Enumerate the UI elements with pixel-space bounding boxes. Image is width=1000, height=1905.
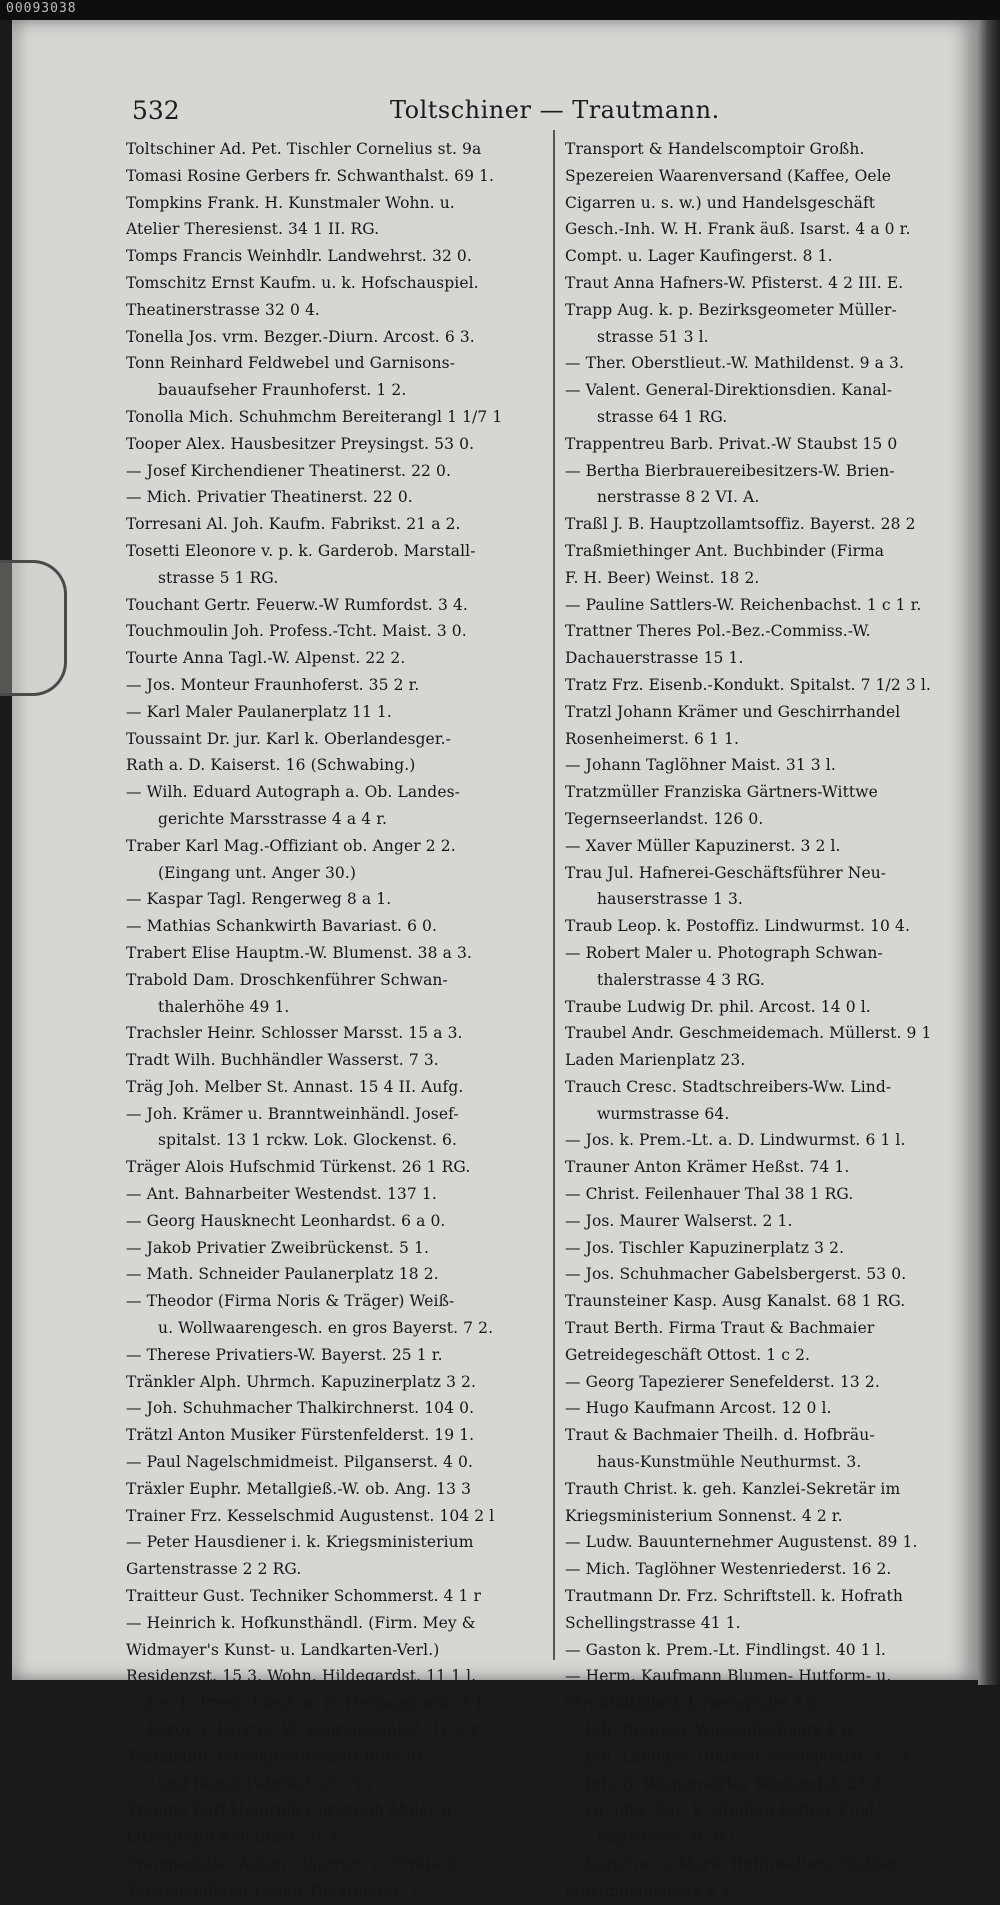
directory-line: Tabakhandlung Laden Theatinerst. 7.	[126, 1881, 425, 1900]
right-column	[565, 136, 995, 1905]
directory-line: Strohhutfabrik Löwengrube 7 2.	[565, 1694, 823, 1713]
directory-line: Toltschiner Ad. Pet. Tischler Cornelius st. 9a	[126, 140, 482, 158]
directory-line: — Pauline Sattlers-W. Reichenbachst. 1 c 1 r.	[565, 595, 922, 614]
directory-line: — Jos. Maurer Walserst. 2 1.	[565, 1211, 793, 1230]
directory-line: lingstrasse 40 0 l.	[597, 1828, 739, 1847]
directory-line: Tonolla Mich. Schuhmchm Bereiterangl 1 1/7 1	[126, 407, 503, 426]
directory-line: Tonella Jos. vrm. Bezger.-Diurn. Arcost. 6 3.	[126, 327, 475, 346]
directory-line: — Gaston k. Prem.-Lt. Findlingst. 40 1 l.	[565, 1640, 886, 1659]
directory-line: gerichte Marsstrasse 4 a 4 r.	[158, 809, 388, 828]
directory-line: — Ludw. Bauunternehmer Augustenst. 89 1.	[565, 1533, 918, 1552]
directory-line: Widmayer's Kunst- u. Landkarten-Verl.)	[126, 1640, 440, 1659]
directory-line: Kriegsministerium Sonnenst. 4 2 r.	[565, 1506, 843, 1525]
directory-line: nerstrasse 8 2 VI. A.	[597, 488, 760, 507]
directory-line: Transport & Handelscomptoir Großh.	[565, 140, 865, 158]
running-head	[120, 96, 930, 132]
directory-line: Trainer Frz. Kesselschmid Augustenst. 104 2 l	[126, 1506, 495, 1525]
directory-line: Trautmann Dr. Frz. Schriftstell. k. Hofrath	[565, 1587, 903, 1606]
directory-line: Trachsler Heinr. Schlosser Marsst. 15 a 3.	[126, 1024, 463, 1043]
directory-line: — Dr. phil. Karl k. Studien-Lehrer Find-	[565, 1801, 880, 1820]
directory-line: Tompkins Frank. H. Kunstmaler Wohn. u.	[126, 193, 455, 212]
scan-top-edge	[0, 0, 1000, 20]
directory-line: Trapp Aug. k. p. Bezirksgeometer Müller-	[565, 300, 897, 319]
directory-line: spitalst. 13 1 rckw. Lok. Glockenst. 6.	[158, 1131, 457, 1150]
directory-line: Residenzst. 15 3. Wohn. Hildegardst. 11 1 l.	[126, 1667, 477, 1686]
directory-line: bauaufseher Fraunhoferst. 1 2.	[158, 381, 407, 400]
directory-line: — Bertha Bierbrauereibesitzers-W. Brien-	[565, 461, 895, 480]
directory-line: Torresani Al. Joh. Kaufm. Fabrikst. 21 a 2.	[126, 515, 461, 534]
directory-line: Cigarren u. s. w.) und Handelsgeschäft	[565, 193, 876, 212]
directory-line: F. H. Beer) Weinst. 18 2.	[565, 568, 760, 587]
directory-line: — Mich. Taglöhner Westenriederst. 16 2.	[565, 1560, 892, 1579]
directory-line: — Math. Schneider Paulanerplatz 18 2.	[126, 1265, 439, 1284]
directory-line: (Eingang unt. Anger 30.)	[158, 863, 357, 882]
directory-line: — Joh. B. Wagenwärter Westendst. 23 3.	[565, 1774, 887, 1793]
directory-line: Tomps Francis Weinhdlr. Landwehrst. 32 0.	[126, 247, 472, 266]
directory-line: — Robert Maler u. Photograph Schwan-	[565, 943, 883, 962]
directory-line: Tooper Alex. Hausbesitzer Preysingst. 53 0.	[126, 434, 475, 453]
directory-line: — Karol. v. Forstm.-W. Schraudolphst. 10 2 r.	[126, 1721, 483, 1740]
directory-line: strasse 64 1 RG.	[597, 407, 728, 426]
directory-line: — Jos. Schuhmacher Gabelsbergerst. 53 0.	[565, 1265, 907, 1284]
directory-line: — Ant. Bahnarbeiter Westendst. 137 1.	[126, 1185, 437, 1204]
directory-line: Trappentreu Barb. Privat.-W Staubst 15 0	[565, 434, 898, 453]
directory-line: Träxler Euphr. Metallgieß.-W. ob. Ang. 13 3	[126, 1479, 472, 1498]
directory-line: Touchant Gertr. Feuerw.-W Rumfordst. 3 4.	[126, 595, 468, 614]
directory-line: — Jos. Tischler Kapuzinerplatz 3 2.	[565, 1238, 845, 1257]
directory-line: — Karoline u. Marie Hofjuweliers-Töchter	[565, 1855, 898, 1873]
directory-line: Trätzl Anton Musiker Fürstenfelderst. 19 1.	[126, 1426, 475, 1445]
directory-line: Trauner Anton Krämer Heßst. 74 1.	[565, 1158, 850, 1177]
directory-line: — Mich. Privatier Theatinerst. 22 0.	[126, 488, 413, 507]
directory-line: Trauch Cresc. Stadtschreibers-Ww. Lind-	[565, 1077, 892, 1096]
directory-line: Traunsteiner Kasp. Ausg Kanalst. 68 1 RG.	[565, 1292, 906, 1311]
directory-line: Maximiliansplatz 2 2.	[565, 1881, 736, 1900]
directory-line: Tomschitz Ernst Kaufm. u. k. Hofschauspiel.	[126, 273, 479, 292]
directory-line: — Mathias Schankwirth Bavariast. 6 0.	[126, 917, 438, 936]
directory-line: Tratzl Johann Krämer und Geschirrhandel	[565, 702, 901, 721]
directory-line: Atelier Theresienst. 34 1 II. RG.	[126, 220, 380, 239]
directory-line: — Theodor (Firma Noris & Träger) Weiß-	[126, 1292, 455, 1311]
directory-line: thalerstrasse 4 3 RG.	[597, 970, 765, 989]
directory-line: Traut Berth. Firma Traut & Bachmaier	[565, 1319, 875, 1338]
directory-line: hauserstrasse 1 3.	[597, 890, 743, 909]
directory-line: Lithograph Königinst. 51 1.	[126, 1828, 345, 1847]
directory-line: Theatinerstrasse 32 0 4.	[126, 300, 320, 319]
directory-line: Trabert Elise Hauptm.-W. Blumenst. 38 a 3.	[126, 943, 472, 962]
directory-line: — Ther. Oberstlieut.-W. Mathildenst. 9 a 3.	[565, 354, 904, 373]
directory-line: strasse 51 3 l.	[597, 327, 709, 346]
directory-line: — Jos. k. Prem.-Lt. a. D. Lindwurmst. 6 1 l.	[565, 1131, 906, 1150]
directory-line: — Joh. Krämer u. Branntweinhändl. Josef-	[126, 1104, 459, 1123]
directory-line: Trampedeller Anton Cigarren- u. türkisch.	[126, 1855, 463, 1873]
directory-line: Rath a. D. Kaiserst. 16 (Schwabing.)	[126, 756, 416, 775]
directory-line: Tegernseerlandst. 126 0.	[565, 809, 764, 828]
directory-line: Tosetti Eleonore v. p. k. Garderob. Marstall-	[126, 541, 476, 560]
directory-line: — Xaver Müller Kapuzinerst. 3 2 l.	[565, 836, 841, 855]
directory-line: — Joh. Landger.-Diurnist Josefspitalst. 15 3	[565, 1747, 909, 1766]
directory-line: Trattner Theres Pol.-Bez.-Commiss.-W.	[565, 622, 871, 641]
directory-line: Traut Anna Hafners-W. Pfisterst. 4 2 III. E.	[565, 273, 904, 292]
directory-line: wurmstrasse 64.	[597, 1104, 730, 1123]
directory-line: Tourte Anna Tagl.-W. Alpenst. 22 2.	[126, 649, 406, 668]
directory-line: — Wilh. Eduard Autograph a. Ob. Landes-	[126, 783, 460, 802]
directory-line: Toussaint Dr. jur. Karl k. Oberlandesger.-	[126, 729, 451, 748]
directory-line: Tonn Reinhard Feldwebel und Garnisons-	[126, 354, 456, 373]
running-head-title: Toltschiner — Trautmann.	[390, 96, 720, 124]
directory-line: Traub Leop. k. Postoffiz. Lindwurmst. 10 4.	[565, 917, 911, 936]
directory-line: Traubel Andr. Geschmeidemach. Müllerst. 9 1	[565, 1024, 932, 1043]
directory-line: Trauth Christ. k. geh. Kanzlei-Sekretär im	[565, 1479, 901, 1498]
directory-line: Tradt Wilh. Buchhändler Wasserst. 7 3.	[126, 1051, 439, 1070]
directory-line: Compt. u. Lager Kaufingerst. 8 1.	[565, 247, 833, 266]
directory-line: Laden Marienplatz 23.	[565, 1051, 746, 1070]
directory-line: strasse 5 1 RG.	[158, 568, 279, 587]
directory-line: Traber Karl Mag.-Offiziant ob. Anger 2 2.	[126, 836, 456, 855]
directory-line: Tomasi Rosine Gerbers fr. Schwanthalst. 69 1.	[126, 166, 495, 185]
directory-line: Traitteur Gust. Techniker Schommerst. 4 1 r	[126, 1587, 482, 1606]
directory-line: u. Wollwaarengesch. en gros Bayerst. 7 2.	[158, 1319, 494, 1338]
directory-line: Dachauerstrasse 15 1.	[565, 649, 744, 668]
directory-line: — Jakob Privatier Zweibrückenst. 5 1.	[126, 1238, 429, 1257]
directory-line: Traßl J. B. Hauptzollamtsoffiz. Bayerst. 28 2	[565, 515, 916, 534]
directory-line: — Christ. Feilenhauer Thal 38 1 RG.	[565, 1185, 854, 1204]
directory-line: Gesch.-Inh. W. H. Frank äuß. Isarst. 4 a 0 r.	[565, 220, 911, 239]
directory-line: Trau Jul. Hafnerei-Geschäftsführer Neu-	[565, 863, 887, 882]
directory-line: — Georg Tapezierer Senefelderst. 13 2.	[565, 1372, 880, 1391]
directory-line: Tratzmüller Franziska Gärtners-Wittwe	[565, 783, 878, 802]
directory-line: — Jos. Monteur Fraunhoferst. 35 2 r.	[126, 675, 420, 694]
directory-line: — Hugo Kaufmann Arcost. 12 0 l.	[565, 1399, 832, 1418]
directory-line: — Georg Hausknecht Leonhardst. 6 a 0.	[126, 1211, 446, 1230]
left-column	[126, 136, 556, 1905]
directory-line: — Joh. Bremser Wiesenfeldplatz 4 0.	[565, 1721, 857, 1740]
directory-line: Trabold Dam. Droschkenführer Schwan-	[126, 970, 448, 989]
directory-line: — Josef Kirchendiener Theatinerst. 22 0.	[126, 461, 452, 480]
directory-line: haus-Kunstmühle Neuthurmst. 3.	[597, 1453, 862, 1472]
directory-line: — Peter Hausdiener i. k. Kriegsministerium	[126, 1533, 474, 1552]
directory-line: Traube Ludwig Dr. phil. Arcost. 14 0 l.	[565, 997, 871, 1016]
directory-line: — Paul Nagelschmidmeist. Pilganserst. 4 0.	[126, 1453, 474, 1472]
directory-line: — Herm. Kaufmann Blumen- Hutform- u.	[565, 1667, 892, 1686]
directory-line: und Depot Fabrikst. 20 (T.)	[158, 1774, 372, 1793]
directory-line: — Kaspar Tagl. Rengerweg 8 a 1.	[126, 890, 392, 909]
directory-line: — Valent. General-Direktionsdien. Kanal-	[565, 381, 893, 400]
directory-line: Touchmoulin Joh. Profess.-Tcht. Maist. 3 0.	[126, 622, 467, 641]
directory-line: Traßmiethinger Ant. Buchbinder (Firma	[565, 541, 885, 560]
binder-clip	[0, 560, 67, 696]
directory-line: Träg Joh. Melber St. Annast. 15 4 II. Aufg.	[126, 1077, 464, 1096]
directory-line: Trambahn-Actiengesellschaft Bureau	[126, 1747, 422, 1766]
directory-line: thalerhöhe 49 1.	[158, 997, 290, 1016]
directory-line: — Joh. Schuhmacher Thalkirchnerst. 104 0.	[126, 1399, 475, 1418]
directory-line: — Therese Privatiers-W. Bayerst. 25 1 r.	[126, 1345, 443, 1364]
page-number: 532	[132, 96, 180, 125]
scan-label: 00093038	[6, 1, 77, 16]
directory-line: — Johann Taglöhner Maist. 31 3 l.	[565, 756, 836, 775]
directory-line: Gartenstrasse 2 2 RG.	[126, 1560, 302, 1579]
directory-line: Schellingstrasse 41 1.	[565, 1613, 741, 1632]
directory-line: Trampe Karl Heinrich Christoph Maler u.	[126, 1801, 457, 1820]
directory-line: Tratz Frz. Eisenb.-Kondukt. Spitalst. 7 1/2 3 l.	[565, 675, 931, 694]
directory-line: Getreidegeschäft Ottost. 1 c 2.	[565, 1345, 811, 1364]
directory-line: Spezereien Waarenversand (Kaffee, Oele	[565, 166, 892, 185]
directory-line: — Jos. k. Prem.-Lieut. a. D. Herzogmarst. 3 1.	[126, 1694, 490, 1713]
directory-line: Traut & Bachmaier Theilh. d. Hofbräu-	[565, 1426, 875, 1445]
directory-line: Träger Alois Hufschmid Türkenst. 26 1 RG.	[126, 1158, 471, 1177]
directory-line: — Karl Maler Paulanerplatz 11 1.	[126, 702, 392, 721]
directory-line: Tränkler Alph. Uhrmch. Kapuzinerplatz 3 2.	[126, 1372, 477, 1391]
directory-line: — Heinrich k. Hofkunsthändl. (Firm. Mey &	[126, 1613, 476, 1632]
directory-line: Rosenheimerst. 6 1 1.	[565, 729, 740, 748]
